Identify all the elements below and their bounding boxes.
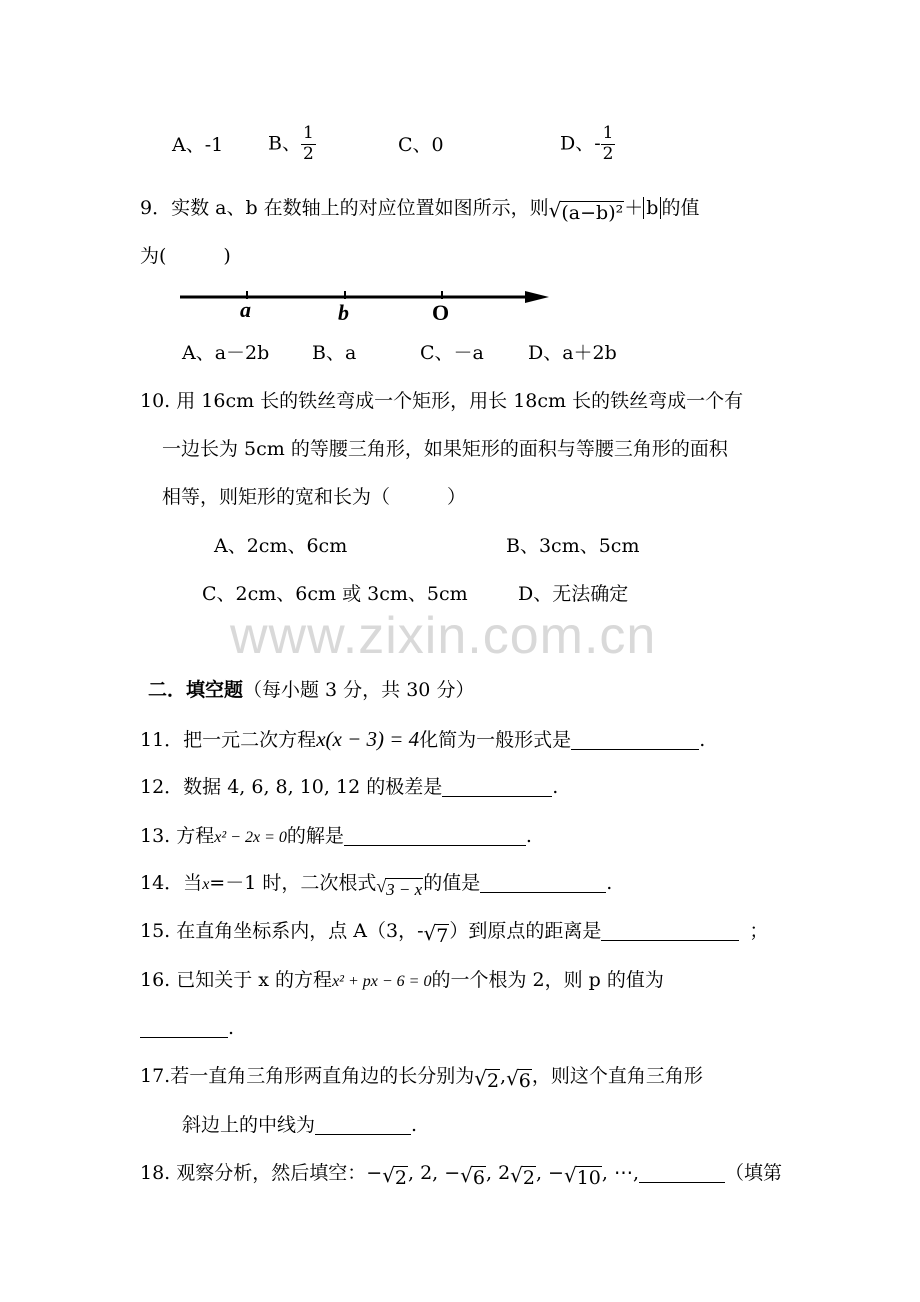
q17-radical-1: √ 2	[474, 1066, 500, 1092]
q11-equation: x(x − 3) = 4	[316, 727, 420, 751]
q17: 17.若一直角三角形两直角边的长分别为 √ 2 , √ 6 ，则这个直角三角形	[140, 1065, 703, 1092]
q18-sequence: − √ 2 , 2, − √ 6 , 2 √ 2 , − √ 10 , ⋯,	[366, 1162, 639, 1189]
section2-title: 二．填空题	[148, 679, 244, 701]
q10-option-c: C、2cm、6cm 或 3cm、5cm	[202, 583, 468, 605]
q10-option-a: A、2cm、6cm	[214, 535, 348, 557]
q9-line1: 9．实数 a、b 在数轴上的对应位置如图所示，则 √ (a−b)² ＋ b 的值	[140, 197, 700, 224]
q14: 14．当x=－1 时，二次根式 √ 3 − x 的值是 .	[140, 872, 613, 899]
q10-option-d: D、无法确定	[518, 583, 629, 605]
q17-line2: 斜边上的中线为 .	[182, 1114, 418, 1136]
q9-option-d: D、a＋2b	[528, 342, 617, 364]
number-line-figure	[175, 285, 555, 325]
q9-option-c: C、－a	[420, 342, 484, 364]
q8-d-fraction: $\frac{1}{2}$	[602, 123, 614, 164]
q13-equation: x² − 2x = 0	[214, 829, 287, 846]
q12-answer-blank[interactable]	[442, 796, 552, 797]
q9-abs-b: b	[643, 197, 661, 219]
q15-radical: √ 7	[423, 921, 449, 947]
axis-label-b: b	[338, 300, 349, 325]
q9-option-b: B、a	[312, 342, 357, 364]
q17-answer-blank[interactable]	[315, 1134, 411, 1135]
q9-radical: √ (a−b)²	[548, 198, 624, 224]
q16-answer-blank[interactable]	[140, 1037, 228, 1038]
q15-answer-blank[interactable]	[601, 940, 739, 941]
q13: 13. 方程x² − 2x = 0的解是 .	[140, 825, 532, 847]
axis-label-o: O	[432, 300, 450, 325]
axis-label-a: a	[240, 297, 251, 322]
q10-line1: 10. 用 16cm 长的铁丝弯成一个矩形，用长 18cm 长的铁丝弯成一个有	[140, 390, 744, 412]
q8-option-a: A、-1	[172, 134, 224, 156]
axis-arrow-icon	[525, 291, 549, 303]
q18: 18. 观察分析，然后填空：− √ 2 , 2, − √ 6 , 2 √ 2 , − √ 10 , ⋯, （填第	[140, 1162, 783, 1189]
q18-answer-blank[interactable]	[639, 1182, 725, 1183]
q12: 12．数据 4, 6, 8, 10, 12 的极差是 .	[140, 776, 559, 798]
q17-radical-2: √ 6	[506, 1066, 531, 1092]
q16: 16. 已知关于 x 的方程x² + px − 6 = 0的一个根为 2，则 p 的值为	[140, 969, 664, 991]
q8-options	[172, 136, 223, 155]
q10-line3: 相等，则矩形的宽和长为（ ）	[162, 486, 467, 508]
q14-answer-blank[interactable]	[480, 892, 606, 893]
q10-line2: 一边长为 5cm 的等腰三角形，如果矩形的面积与等腰三角形的面积	[162, 438, 728, 460]
q8-option-d: D、- $\frac{1}{2}$	[560, 123, 614, 164]
q15: 15. 在直角坐标系内，点 A（3，- √ 7 ）到原点的距离是 ；	[140, 920, 769, 947]
q8-option-c: C、0	[398, 134, 444, 156]
q16-line2: .	[140, 1019, 234, 1038]
q9-option-a: A、a－2b	[182, 342, 270, 364]
section2-heading	[148, 681, 474, 700]
q10-option-b: B、3cm、5cm	[506, 535, 640, 557]
q16-equation: x² + px − 6 = 0	[332, 973, 432, 990]
q8-option-b: B、 $\frac{1}{2}$	[268, 123, 314, 164]
section2-note: （每小题 3 分，共 30 分）	[243, 679, 475, 701]
q9-line2: 为( )	[140, 245, 231, 267]
q8-b-fraction: $\frac{1}{2}$	[302, 123, 314, 164]
watermark: www.zixin.com.cn	[230, 607, 657, 665]
q11: 11．把一元二次方程x(x − 3) = 4化简为一般形式是 .	[140, 727, 706, 751]
q11-answer-blank[interactable]	[571, 749, 699, 750]
q14-radical: √ 3 − x	[376, 876, 423, 899]
q13-answer-blank[interactable]	[344, 845, 526, 846]
